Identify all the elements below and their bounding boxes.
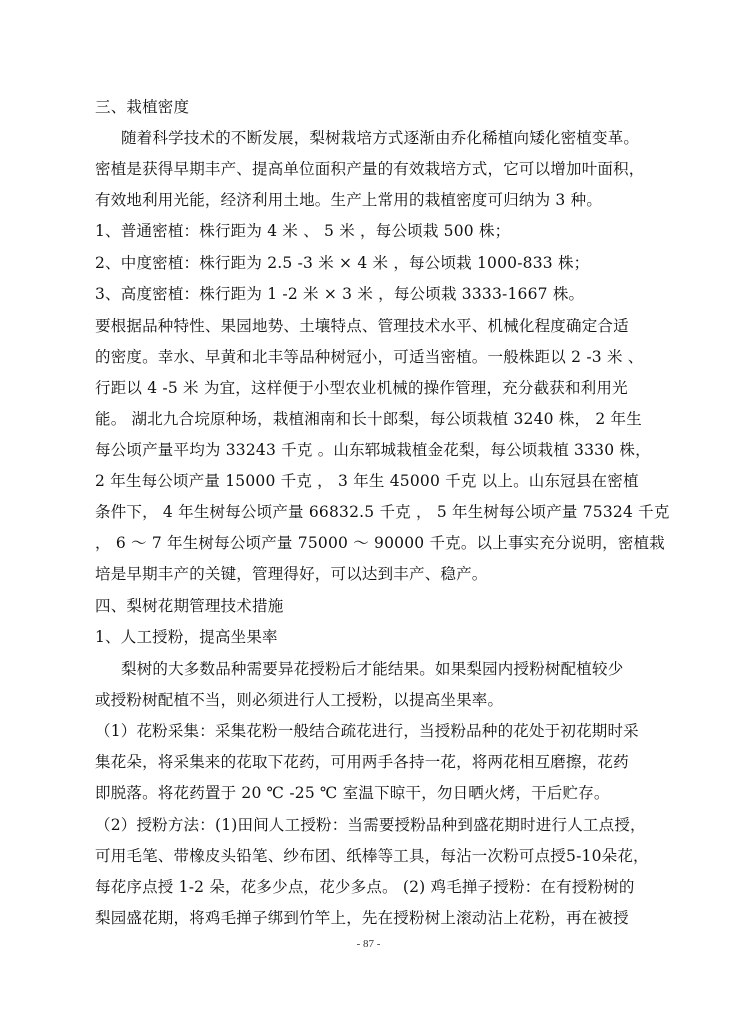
paragraph-line: 集花朵，将采集来的花取下花药，可用两手各持一花，将两花相互磨擦，花药 bbox=[95, 753, 629, 771]
paragraph-line: （1）花粉采集：采集花粉一般结合疏花进行，当授粉品种的花处于初花期时采 bbox=[95, 722, 639, 740]
paragraph-line: 可用毛笔、带橡皮头铅笔、纱布团、纸棒等工具，每沾一次粉可点授5-10朵花， bbox=[95, 847, 649, 865]
heading-flowering-management: 四、梨树花期管理技术措施 bbox=[95, 597, 284, 615]
paragraph-line: 随着科学技术的不断发展，梨树栽培方式逐渐由乔化稀植向矮化密植变革。 bbox=[121, 129, 640, 147]
paragraph-line: 培是早期丰产的关键，管理得好，可以达到丰产、稳产。 bbox=[95, 565, 488, 583]
paragraph-line: 梨树的大多数品种需要异花授粉后才能结果。如果梨园内授粉树配植较少 bbox=[121, 660, 624, 678]
paragraph-line: 每公顷产量平均为 33243 千克 。山东郓城栽植金花梨，每公顷栽植 3330 株， bbox=[95, 441, 651, 459]
paragraph-line: 即脱落。将花药置于 20 ℃ -25 ℃ 室温下晾干，勿日晒火烤，干后贮存。 bbox=[95, 784, 610, 802]
paragraph-line: 的密度。幸水、早黄和北丰等品种树冠小，可适当密植。一般株距以 2 -3 米 、 bbox=[95, 348, 644, 366]
paragraph-line: 要根据品种特性、果园地势、土壤特点、管理技术水平、机械化程度确定合适 bbox=[95, 317, 629, 335]
list-item-high-density: 3、高度密植：株行距为 1 -2 米 × 3 米 ，每公顷栽 3333-1667 株。 bbox=[95, 285, 585, 303]
paragraph-line: 条件下， 4 年生树每公顷产量 66832.5 千克 ， 5 年生树每公顷产量 75324 千克 bbox=[95, 503, 670, 521]
subheading-artificial-pollination: 1、人工授粉，提高坐果率 bbox=[95, 628, 278, 646]
paragraph-line: ， 6 ～ 7 年生树每公顷产量 75000 ～ 90000 千克。以上事实充分说明，密植栽 bbox=[95, 534, 665, 552]
paragraph-line: 有效地利用光能，经济利用土地。生产上常用的栽植密度可归纳为 3 种。 bbox=[95, 191, 603, 209]
list-item-normal-density: 1、普通密植：株行距为 4 米 、 5 米 ，每公顷栽 500 株； bbox=[95, 222, 511, 240]
paragraph-line: （2）授粉方法：(1)田间人工授粉：当需要授粉品种到盛花期时进行人工点授， bbox=[95, 816, 646, 834]
paragraph-line: 行距以 4 -5 米 为宜，这样便于小型农业机械的操作管理，充分截获和利用光 bbox=[95, 379, 628, 397]
paragraph-line: 2 年生每公顷产量 15000 千克 ， 3 年生 45000 千克 以上。山东冠县在密植 bbox=[95, 472, 639, 490]
paragraph-line: 每花序点授 1-2 朵，花多少点，花少多点。 (2) 鸡毛掸子授粉：在有授粉树的 bbox=[95, 878, 635, 896]
paragraph-line: 或授粉树配植不当，则必须进行人工授粉，以提高坐果率。 bbox=[95, 691, 504, 709]
page-number: - 87 - bbox=[356, 938, 381, 950]
paragraph-line: 密植是获得早期丰产、提高单位面积产量的有效栽培方式，它可以增加叶面积， bbox=[95, 160, 645, 178]
paragraph-line: 能。 湖北九合垸原种场，栽植湘南和长十郎梨，每公顷栽植 3240 株， 2 年生 bbox=[95, 410, 642, 428]
list-item-medium-density: 2、中度密植：株行距为 2.5 -3 米 × 4 米 ，每公顷栽 1000-833 株； bbox=[95, 254, 590, 272]
heading-planting-density: 三、栽植密度 bbox=[95, 98, 190, 116]
paragraph-line: 梨园盛花期，将鸡毛掸子绑到竹竿上，先在授粉树上滚动沾上花粉，再在被授 bbox=[95, 909, 629, 927]
